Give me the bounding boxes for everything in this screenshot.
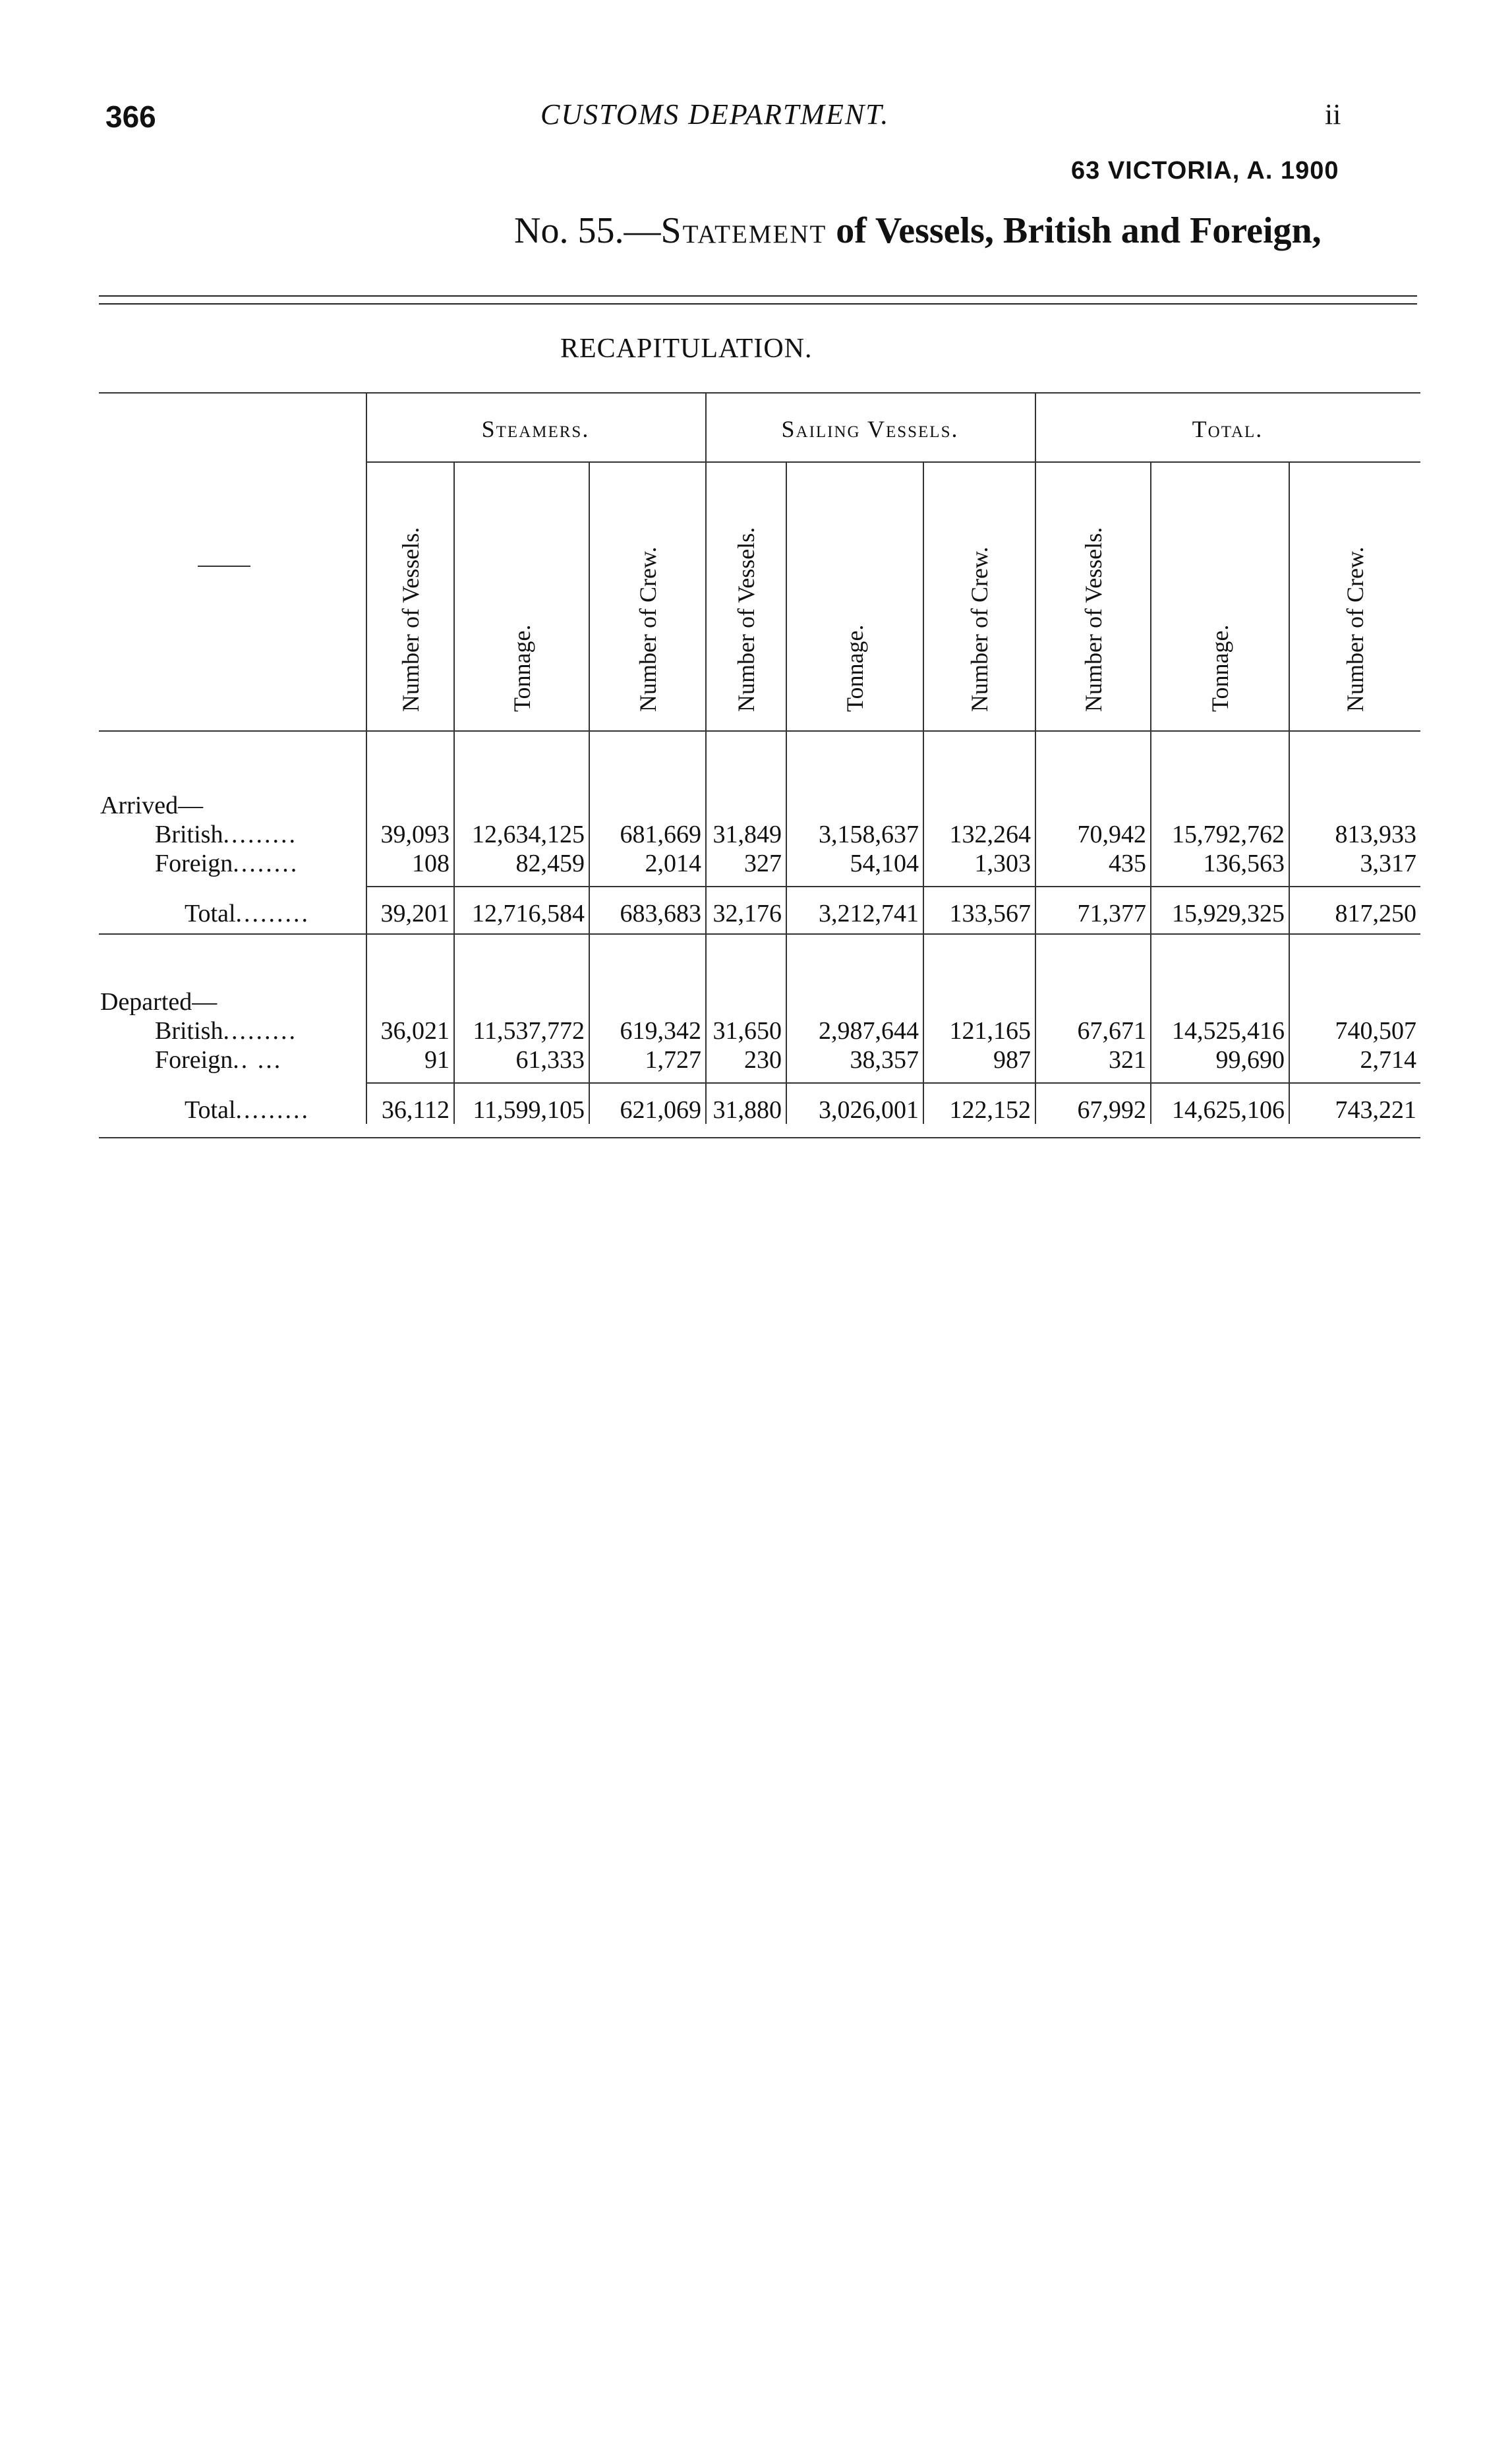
subtotal-rule (366, 1082, 1420, 1084)
row-label-text: Foreign (155, 1046, 233, 1074)
table-cell: 11,537,772 (473, 1017, 585, 1045)
total-cell: 3,026,001 (819, 1096, 919, 1124)
table-cell: 619,342 (620, 1017, 701, 1045)
total-label-text: Total (185, 1096, 236, 1124)
title-rule-bottom (99, 303, 1417, 305)
total-cell: 12,716,584 (472, 900, 585, 927)
dot-leader: .. ... (233, 1046, 283, 1074)
total-label (185, 1096, 310, 1125)
table-cell: 91 (424, 1046, 450, 1074)
table-cell: 1,303 (974, 850, 1031, 877)
title-rest: of Vessels, British and Foreign, (827, 210, 1322, 251)
group-heading: Total. (1192, 416, 1264, 442)
table-cell: 435 (1109, 850, 1146, 877)
table-cell: 132,264 (949, 821, 1031, 848)
statement-title (514, 210, 1322, 252)
table-bottom-rule (99, 1137, 1420, 1138)
table-cell: 1,727 (645, 1046, 701, 1074)
session-label: 63 VICTORIA, A. 1900 (1071, 157, 1339, 185)
table-cell: 681,669 (620, 821, 701, 848)
dot-leader: ......... (235, 900, 310, 927)
column-rule (589, 461, 590, 1124)
total-cell: 67,992 (1077, 1096, 1146, 1124)
table-cell: 3,317 (1360, 850, 1416, 877)
total-cell: 32,176 (712, 900, 782, 927)
table-cell: 321 (1109, 1046, 1146, 1074)
column-header: Tonnage. (508, 624, 535, 712)
table-cell: 121,165 (949, 1017, 1031, 1045)
table-cell: 67,671 (1077, 1017, 1146, 1045)
column-header: Tonnage. (842, 624, 868, 712)
table-cell: 36,021 (380, 1017, 450, 1045)
running-head: CUSTOMS DEPARTMENT. (540, 98, 890, 131)
section-heading: Arrived— (100, 792, 204, 819)
total-cell: 36,112 (381, 1096, 450, 1124)
table-cell: 82,459 (515, 850, 585, 877)
row-label (155, 1045, 282, 1074)
stub-heading-dash (198, 566, 250, 567)
table-cell: 108 (412, 850, 450, 877)
group-heading: Sailing Vessels. (781, 416, 959, 442)
column-header: Number of Vessels. (1080, 527, 1107, 712)
column-rule (1289, 461, 1290, 1124)
table-cell: 39,093 (380, 821, 450, 848)
total-cell: 621,069 (620, 1096, 701, 1124)
total-cell: 133,567 (949, 900, 1031, 927)
table-cell: 230 (744, 1046, 782, 1074)
column-rule (453, 461, 455, 1124)
total-cell: 122,152 (949, 1096, 1031, 1124)
table-cell: 54,104 (850, 850, 919, 877)
total-cell: 11,599,105 (473, 1096, 585, 1124)
total-cell: 3,212,741 (819, 900, 919, 927)
column-rule (923, 461, 924, 1124)
table-cell: 14,525,416 (1172, 1017, 1285, 1045)
column-header: Number of Crew. (1342, 546, 1368, 712)
column-header: Number of Vessels. (733, 527, 759, 712)
total-cell: 31,880 (712, 1096, 782, 1124)
table-top-rule (99, 392, 1420, 394)
title-statement-word: Statement (660, 210, 827, 251)
group-heading: Steamers. (481, 416, 590, 442)
total-cell: 817,250 (1335, 900, 1416, 927)
dot-leader: ......... (223, 1017, 297, 1045)
total-cell: 683,683 (620, 900, 701, 927)
table-cell: 70,942 (1077, 821, 1146, 848)
table-cell: 31,650 (712, 1017, 782, 1045)
row-label-text: British (155, 821, 223, 848)
column-header-rule (99, 730, 1420, 732)
column-rule (1035, 392, 1036, 1124)
total-cell: 39,201 (380, 900, 450, 927)
table-cell: 31,849 (712, 821, 782, 848)
dot-leader: ......... (235, 1096, 310, 1124)
title-rule-top (99, 295, 1417, 297)
total-cell: 14,625,106 (1172, 1096, 1285, 1124)
table-cell: 987 (993, 1046, 1031, 1074)
table-cell: 12,634,125 (472, 821, 585, 848)
table-cell: 2,714 (1360, 1046, 1416, 1074)
column-header: Number of Crew. (634, 546, 661, 712)
dot-leader: ........ (233, 850, 299, 877)
row-label (155, 849, 299, 878)
total-cell: 743,221 (1335, 1096, 1416, 1124)
table-cell: 740,507 (1335, 1017, 1416, 1045)
table-cell: 2,014 (645, 850, 701, 877)
row-label-text: Foreign (155, 850, 233, 877)
column-header: Tonnage. (1207, 624, 1233, 712)
column-rule (705, 392, 707, 1124)
column-rule (786, 461, 787, 1124)
table-cell: 3,158,637 (819, 821, 919, 848)
table-cell: 813,933 (1335, 821, 1416, 848)
page-number: 366 (105, 100, 156, 134)
total-label-text: Total (185, 900, 236, 927)
section-divider-rule (99, 933, 1420, 935)
column-rule (1150, 461, 1151, 1124)
column-header: Number of Crew. (966, 546, 993, 712)
dot-leader: ......... (223, 821, 297, 848)
row-label-text: British (155, 1017, 223, 1045)
section-title: RECAPITULATION. (560, 334, 813, 364)
total-label (185, 899, 310, 928)
table-cell: 2,987,644 (819, 1017, 919, 1045)
group-header-rule (366, 461, 1420, 463)
column-header: Number of Vessels. (397, 527, 424, 712)
total-cell: 71,377 (1077, 900, 1146, 927)
subtotal-rule (366, 886, 1420, 887)
row-label (155, 1016, 297, 1045)
table-cell: 327 (744, 850, 782, 877)
table-cell: 15,792,762 (1172, 821, 1285, 848)
total-cell: 15,929,325 (1172, 900, 1285, 927)
page-roman-numeral: ii (1325, 98, 1341, 131)
title-prefix: No. 55.— (514, 210, 661, 251)
table-cell: 38,357 (850, 1046, 919, 1074)
table-cell: 99,690 (1215, 1046, 1285, 1074)
table-cell: 61,333 (515, 1046, 585, 1074)
table-cell: 136,563 (1203, 850, 1285, 877)
row-label (155, 820, 297, 849)
section-heading: Departed— (100, 988, 218, 1016)
column-rule (366, 392, 367, 1124)
